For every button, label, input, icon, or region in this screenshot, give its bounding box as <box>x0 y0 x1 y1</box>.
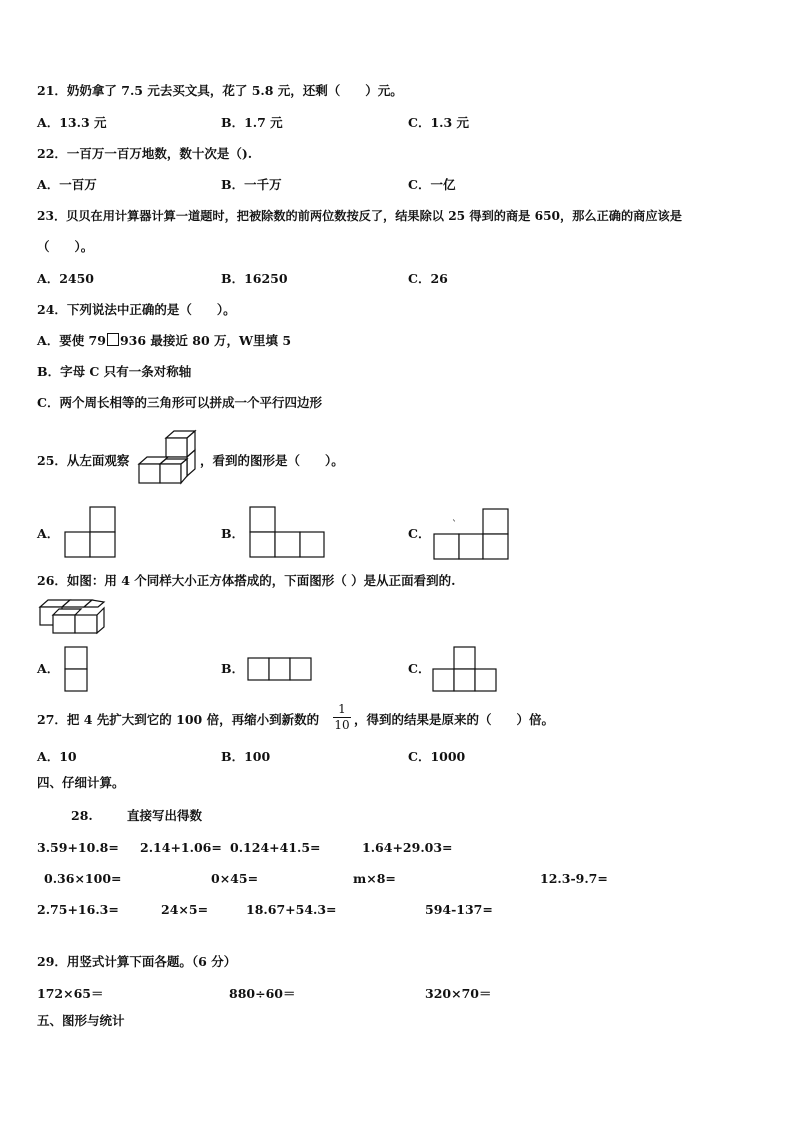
q28-item-1-3: 0.124+41.5= <box>230 840 321 855</box>
q22-option-a[interactable]: A．一百万 <box>37 177 97 192</box>
q25-option-a-figure <box>64 506 116 558</box>
q29-item-1: 172×65＝ <box>37 986 104 1001</box>
q28-number: 28. <box>71 808 93 823</box>
q28-item-3-1: 2.75+16.3= <box>37 902 119 917</box>
q29-item-2: 880÷60＝ <box>229 986 296 1001</box>
q26-option-a-figure <box>64 646 88 692</box>
q21-option-a[interactable]: A．13.3 元 <box>37 115 107 130</box>
q23-option-a[interactable]: A．2450 <box>37 271 94 286</box>
q26-option-a-label[interactable]: A． <box>37 661 60 676</box>
q27-option-a[interactable]: A．10 <box>37 749 77 764</box>
q28-title: 直接写出得数 <box>127 808 203 823</box>
q28-item-1-4: 1.64+29.03= <box>362 840 453 855</box>
q28-item-1-2: 2.14+1.06= <box>140 840 222 855</box>
q25-option-a-label[interactable]: A． <box>37 526 60 541</box>
q24-option-a-after: 936 最接近 80 万，W里填 5 <box>119 333 292 348</box>
q28-item-1-1: 3.59+10.8= <box>37 840 119 855</box>
q22-option-c[interactable]: C．一亿 <box>408 177 456 192</box>
q26-option-c-figure <box>432 646 498 692</box>
section5-title: 五、图形与统计 <box>37 1013 125 1028</box>
q25-cube-figure <box>138 430 198 490</box>
q28-item-3-3: 18.67+54.3= <box>246 902 337 917</box>
q28-item-3-2: 24×5= <box>161 902 209 917</box>
q29-item-3: 320×70＝ <box>425 986 492 1001</box>
q26-option-b-figure <box>247 657 313 681</box>
q26-option-b-label[interactable]: B． <box>221 661 245 676</box>
q28-item-2-1: 0.36×100= <box>44 871 122 886</box>
q25-option-c-figure <box>433 508 509 560</box>
q28-item-3-4: 594-137= <box>425 902 493 917</box>
q23-option-b[interactable]: B．16250 <box>221 271 288 286</box>
q28-item-2-3: m×8= <box>353 871 396 886</box>
q27-fraction-numerator: 1 <box>338 702 346 716</box>
q27-option-c[interactable]: C．1000 <box>408 749 466 764</box>
q27-fraction <box>333 703 351 732</box>
q24-option-c[interactable]: C．两个周长相等的三角形可以拼成一个平行四边形 <box>37 395 322 410</box>
q23-stem-line2: （ ）。 <box>37 239 94 254</box>
q22-option-b[interactable]: B．一千万 <box>221 177 282 192</box>
blank-box-icon <box>107 333 119 346</box>
q25-option-b-figure <box>249 506 325 558</box>
q23-option-c[interactable]: C．26 <box>408 271 448 286</box>
q25-stem-before: 25．从左面观察 <box>37 453 130 468</box>
q22-stem: 22．一百万一百万地数，数十次是（). <box>37 146 253 161</box>
q27-stem-after: ，得到的结果是原来的（ ）倍。 <box>354 712 555 727</box>
q26-option-c-label[interactable]: C． <box>408 661 431 676</box>
q27-option-b[interactable]: B．100 <box>221 749 271 764</box>
q29-stem: 29．用竖式计算下面各题。（6 分） <box>37 954 237 969</box>
q24-option-a-before: A．要使 79 <box>37 333 106 348</box>
q24-option-b[interactable]: B．字母 C 只有一条对称轴 <box>37 364 192 379</box>
q28-item-2-2: 0×45= <box>211 871 259 886</box>
q21-option-c[interactable]: C．1.3 元 <box>408 115 470 130</box>
q25-stem-after: ，看到的图形是（ ）。 <box>200 453 344 468</box>
q25-option-c-tick: ` <box>452 520 457 531</box>
q27-fraction-denominator: 10 <box>334 718 350 732</box>
q23-stem-line1: 23．贝贝在用计算器计算一道题时，把被除数的前两位数按反了，结果除以 25 得到的商是 650，那么正确的商应该是 <box>37 209 682 223</box>
q28-item-2-4: 12.3-9.7= <box>540 871 608 886</box>
q24-option-a[interactable] <box>37 333 291 349</box>
q24-stem: 24．下列说法中正确的是（ ）。 <box>37 302 236 317</box>
q26-stem: 26．如图：用 4 个同样大小正方体搭成的，下面图形（ ）是从正面看到的. <box>37 573 456 588</box>
q21-option-b[interactable]: B．1.7 元 <box>221 115 283 130</box>
q25-option-b-label[interactable]: B． <box>221 526 245 541</box>
q25-option-c-label[interactable]: C． <box>408 526 431 541</box>
section4-title: 四、仔细计算。 <box>37 775 125 790</box>
q21-stem: 21．奶奶拿了 7.5 元去买文具，花了 5.8 元，还剩（ ）元。 <box>37 83 403 98</box>
q27-stem-before: 27．把 4 先扩大到它的 100 倍，再缩小到新数的 <box>37 712 320 727</box>
q26-cube-figure <box>39 599 105 635</box>
